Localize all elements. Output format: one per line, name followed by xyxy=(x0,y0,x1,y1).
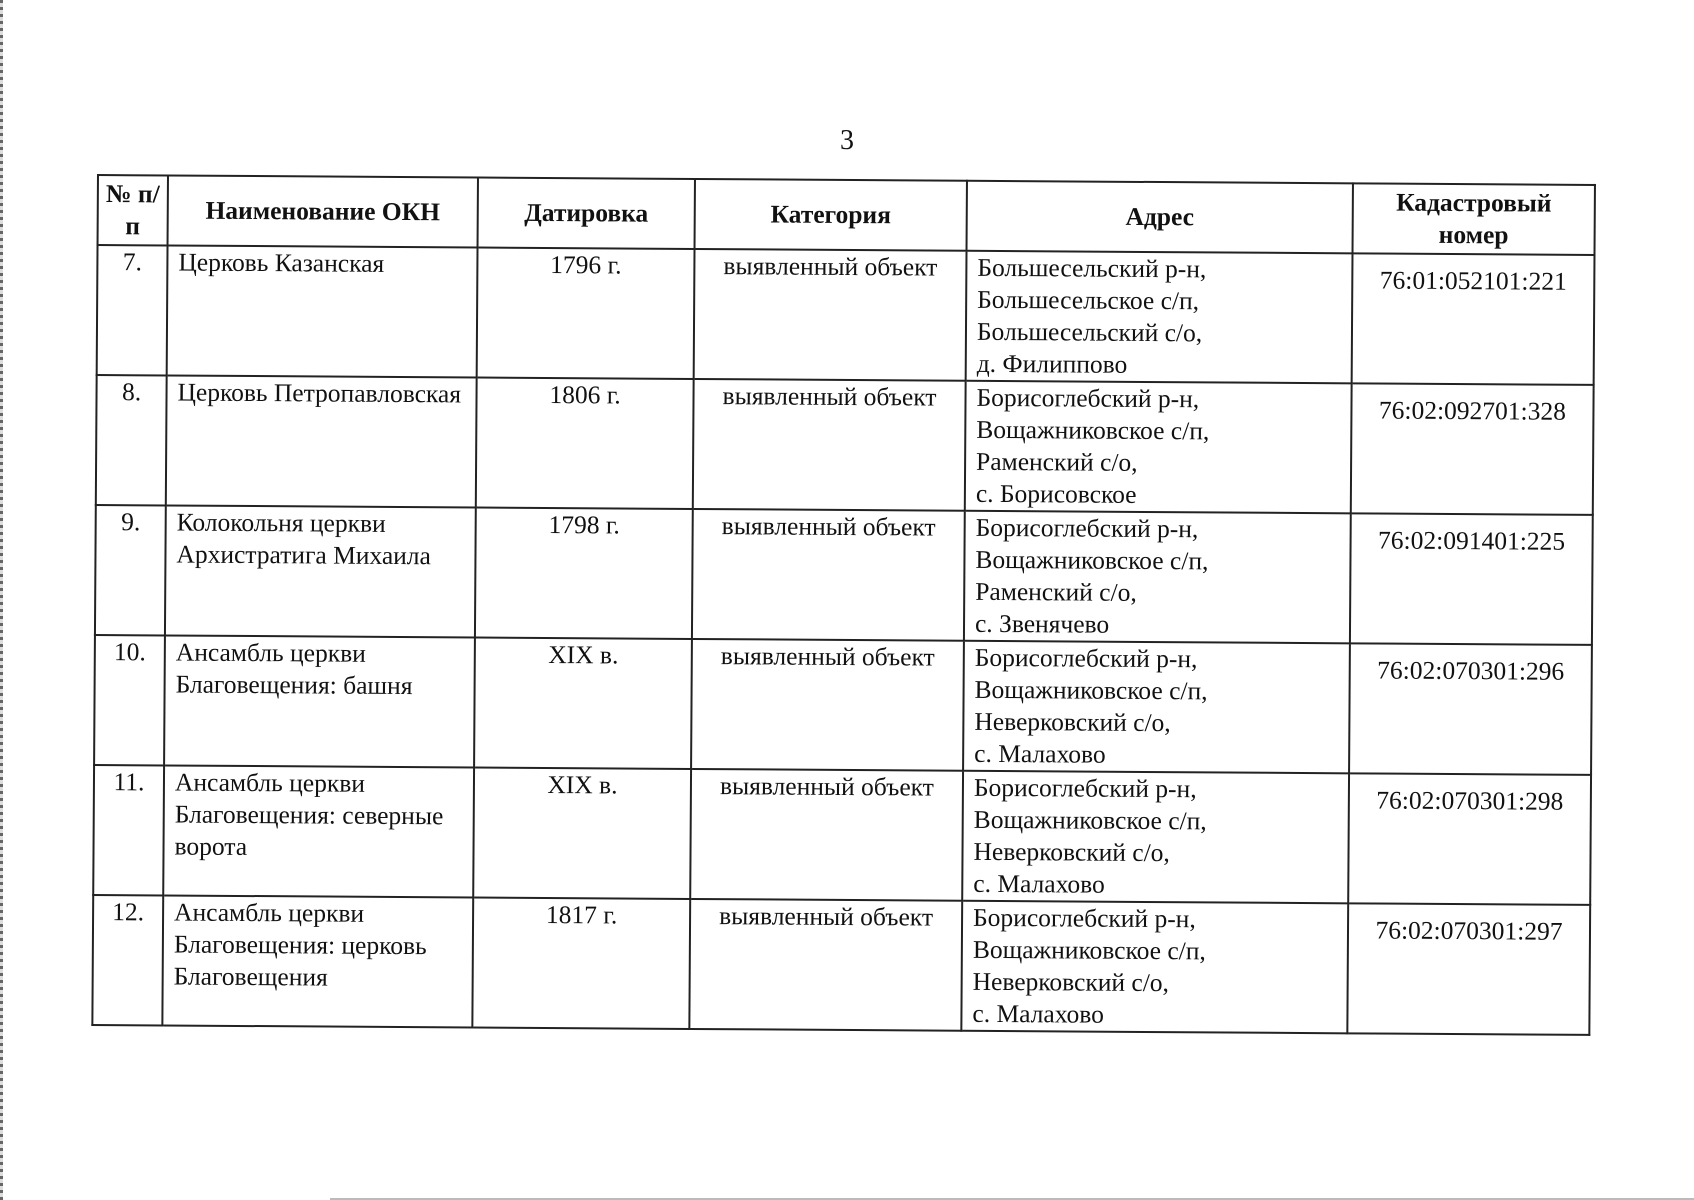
table-row xyxy=(94,635,1592,775)
header-category: Категория xyxy=(695,179,967,251)
header-date: Датировка xyxy=(478,178,695,249)
page-number: 3 xyxy=(840,125,854,156)
address-line: Борисоглебский р-н, xyxy=(974,642,1198,674)
cell-name: Ансамбль церкви Благовещения: церковь Благовещения xyxy=(162,895,473,1027)
table-row xyxy=(93,765,1591,905)
address-line: Борисоглебский р-н, xyxy=(973,772,1197,804)
table-row xyxy=(97,245,1595,385)
address-line: Большесельский с/о, xyxy=(976,316,1203,348)
cell-date: 1806 г. xyxy=(476,378,694,509)
header-name: Наименование ОКН xyxy=(168,175,478,247)
address-line: Вощажниковское с/п, xyxy=(973,804,1207,836)
address-line: с. Борисовское xyxy=(975,478,1137,509)
header-cadastral: Кадастровый номер xyxy=(1353,183,1595,255)
header-num: № п/п xyxy=(98,175,168,245)
scan-edge-artifact xyxy=(0,0,3,1200)
cell-num: 11. xyxy=(93,765,164,895)
cell-cadastral: 76:02:070301:297 xyxy=(1347,903,1590,1035)
address-line: Вощажниковское с/п, xyxy=(975,544,1209,576)
address-line: Раменский с/о, xyxy=(975,576,1137,607)
address-line: с. Звенячево xyxy=(974,608,1110,639)
cell-category: выявленный объект xyxy=(691,639,964,771)
cell-num: 9. xyxy=(95,505,166,635)
cell-address xyxy=(962,771,1349,904)
address-line: Борисоглебский р-н, xyxy=(975,512,1199,544)
cell-date: XIX в. xyxy=(473,768,691,899)
address-line: Большесельский р-н, xyxy=(977,252,1207,284)
cell-num: 12. xyxy=(92,895,163,1025)
cell-address xyxy=(966,251,1353,384)
cell-category: выявленный объект xyxy=(694,249,967,381)
cell-address xyxy=(965,381,1352,514)
cell-cadastral: 76:02:091401:225 xyxy=(1350,513,1593,645)
cell-category: выявленный объект xyxy=(690,769,963,901)
cell-cadastral: 76:02:070301:298 xyxy=(1348,773,1591,905)
cell-cadastral: 76:01:052101:221 xyxy=(1352,253,1595,385)
cell-name: Ансамбль церкви Благовещения: башня xyxy=(164,635,475,767)
address-line: с. Малахово xyxy=(972,998,1105,1029)
cell-name: Церковь Петропавловская xyxy=(166,375,477,507)
header-address: Адрес xyxy=(967,181,1353,254)
address-line: Вощажниковское с/п, xyxy=(972,934,1206,966)
cell-name: Колокольня церкви Архистратига Михаила xyxy=(165,505,476,637)
cell-category: выявленный объект xyxy=(692,509,965,641)
cell-address xyxy=(964,511,1351,644)
address-line: Вощажниковское с/п, xyxy=(976,414,1210,446)
address-line: Вощажниковское с/п, xyxy=(974,674,1208,706)
address-line: д. Филиппово xyxy=(976,348,1128,379)
cell-date: 1796 г. xyxy=(477,248,695,379)
table-row xyxy=(95,505,1593,645)
address-line: Борисоглебский р-н, xyxy=(976,382,1200,414)
cell-category: выявленный объект xyxy=(693,379,966,511)
cell-address xyxy=(963,641,1350,774)
cell-date: 1798 г. xyxy=(475,508,693,639)
cell-date: 1817 г. xyxy=(472,898,690,1029)
address-line: Борисоглебский р-н, xyxy=(972,902,1196,934)
table-row xyxy=(92,895,1590,1035)
cell-num: 10. xyxy=(94,635,165,765)
address-line: Неверковский с/о, xyxy=(973,836,1170,868)
cell-cadastral: 76:02:070301:296 xyxy=(1349,643,1592,775)
cell-cadastral: 76:02:092701:328 xyxy=(1351,383,1594,515)
table-row xyxy=(96,375,1594,515)
cell-address xyxy=(961,901,1348,1034)
cell-name: Ансамбль церкви Благовещения: северные ворота xyxy=(163,765,474,897)
cell-num: 8. xyxy=(96,375,167,505)
address-line: Большесельское с/п, xyxy=(977,284,1200,316)
address-line: Неверковский с/о, xyxy=(974,706,1171,738)
cell-num: 7. xyxy=(97,245,168,375)
address-line: Неверковский с/о, xyxy=(972,966,1170,998)
cell-name: Церковь Казанская xyxy=(167,245,478,377)
address-line: с. Малахово xyxy=(974,738,1106,769)
okn-table xyxy=(91,174,1596,1036)
address-line: Раменский с/о, xyxy=(976,446,1138,477)
cell-category: выявленный объект xyxy=(689,899,962,1031)
table-header-row xyxy=(98,175,1595,255)
address-line: с. Малахово xyxy=(973,868,1105,899)
cell-date: XIX в. xyxy=(474,638,692,769)
